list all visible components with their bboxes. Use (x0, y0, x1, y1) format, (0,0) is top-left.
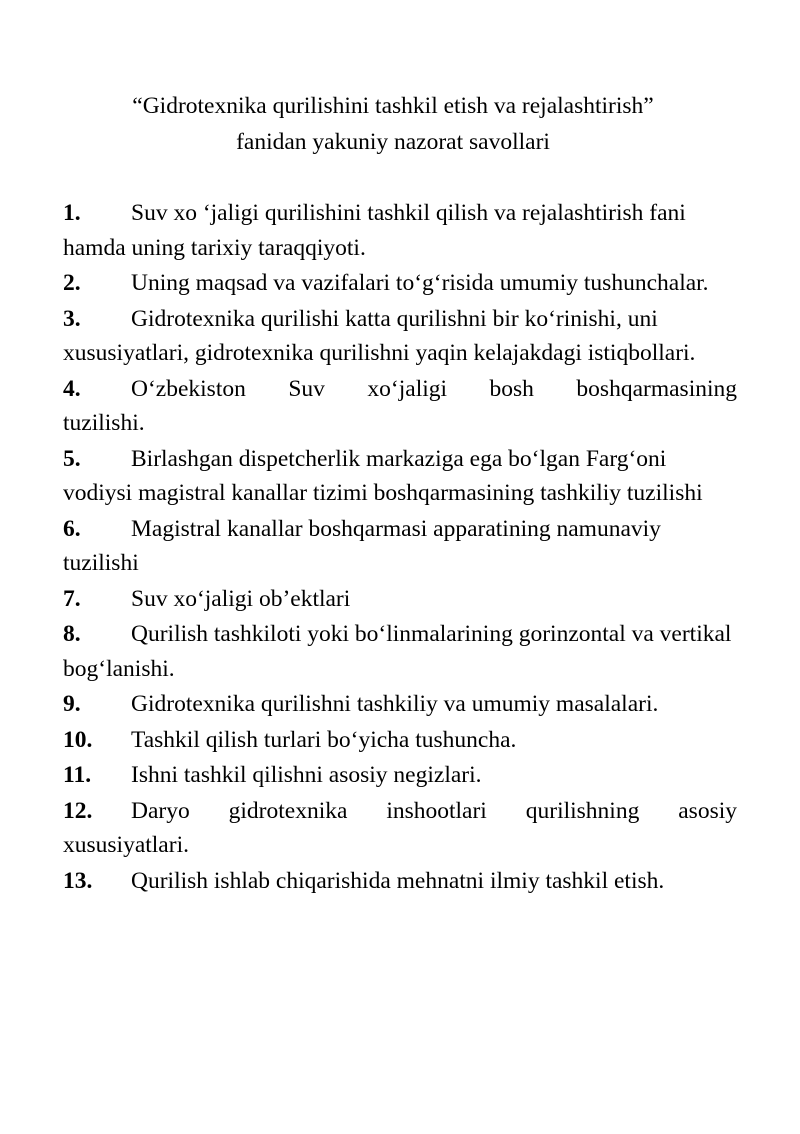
question-text: Tashkil qilish turlari bo‘yicha tushuncha. (131, 726, 517, 753)
question-text: Ishni tashkil qilishni asosiy negizlari. (131, 762, 482, 788)
document-title-line-1: “Gidrotexnika qurilishini tashkil etish va rejalashtirish” (132, 93, 654, 119)
question-number: 6. (63, 515, 81, 542)
question-number: 2. (63, 270, 81, 296)
question-text: Suv xo‘jaligi ob’ektlari (131, 585, 351, 612)
question-item (63, 266, 737, 301)
question-number: 3. (63, 305, 81, 332)
question-number: 5. (63, 445, 81, 472)
question-list (63, 196, 737, 898)
question-item (63, 687, 737, 722)
question-item (63, 196, 737, 265)
question-number: 10. (63, 726, 93, 753)
question-number: 4. (63, 375, 81, 402)
question-number: 1. (63, 200, 81, 226)
question-item (63, 512, 737, 581)
question-item (63, 723, 737, 758)
question-text: Qurilish ishlab chiqarishida mehnatni ilmiy tashkil etish. (131, 867, 665, 894)
question-number: 11. (63, 762, 92, 788)
question-text: Qurilish tashkiloti yoki bo‘linmalarining gorinzontal va vertikal bog‘lanishi. (63, 621, 732, 682)
question-item (63, 302, 737, 371)
question-item (63, 864, 737, 899)
question-number: 8. (63, 621, 81, 647)
question-item (63, 372, 737, 441)
document-title-line-2: fanidan yakuniy nazorat savollari (236, 129, 550, 155)
question-number: 7. (63, 585, 81, 612)
question-item (63, 617, 737, 686)
question-number: 13. (63, 867, 93, 894)
question-text: Daryo gidrotexnika inshootlari qurilishning asosiy xususiyatlari. (63, 797, 737, 858)
question-text: Gidrotexnika qurilishni tashkiliy va umumiy masalalari. (131, 691, 659, 717)
question-text: Suv xo ‘jaligi qurilishini tashkil qilish va rejalashtirish fani hamda uning tarixiy taraqqiyoti. (63, 200, 686, 261)
question-item (63, 442, 737, 511)
question-number: 12. (63, 797, 93, 824)
question-item (63, 758, 737, 793)
question-item (63, 582, 737, 617)
question-text: Magistral kanallar boshqarmasi apparatining namunaviy tuzilishi (63, 515, 661, 576)
question-text: Uning maqsad va vazifalari to‘g‘risida umumiy tushunchalar. (131, 270, 709, 296)
question-text: O‘zbekiston Suv xo‘jaligi bosh boshqarmasining tuzilishi. (63, 375, 737, 436)
question-item (63, 794, 737, 863)
question-number: 9. (63, 691, 81, 717)
question-text: Birlashgan dispetcherlik markaziga ega bo‘lgan Farg‘oni vodiysi magistral kanallar tizimi boshqarmasining tashkiliy tuzilishi (63, 445, 703, 506)
question-text: Gidrotexnika qurilishi katta qurilishni bir ko‘rinishi, uni xususiyatlari, gidrotexnika qurilishni yaqin kelajakdagi istiqbollari. (63, 305, 696, 366)
